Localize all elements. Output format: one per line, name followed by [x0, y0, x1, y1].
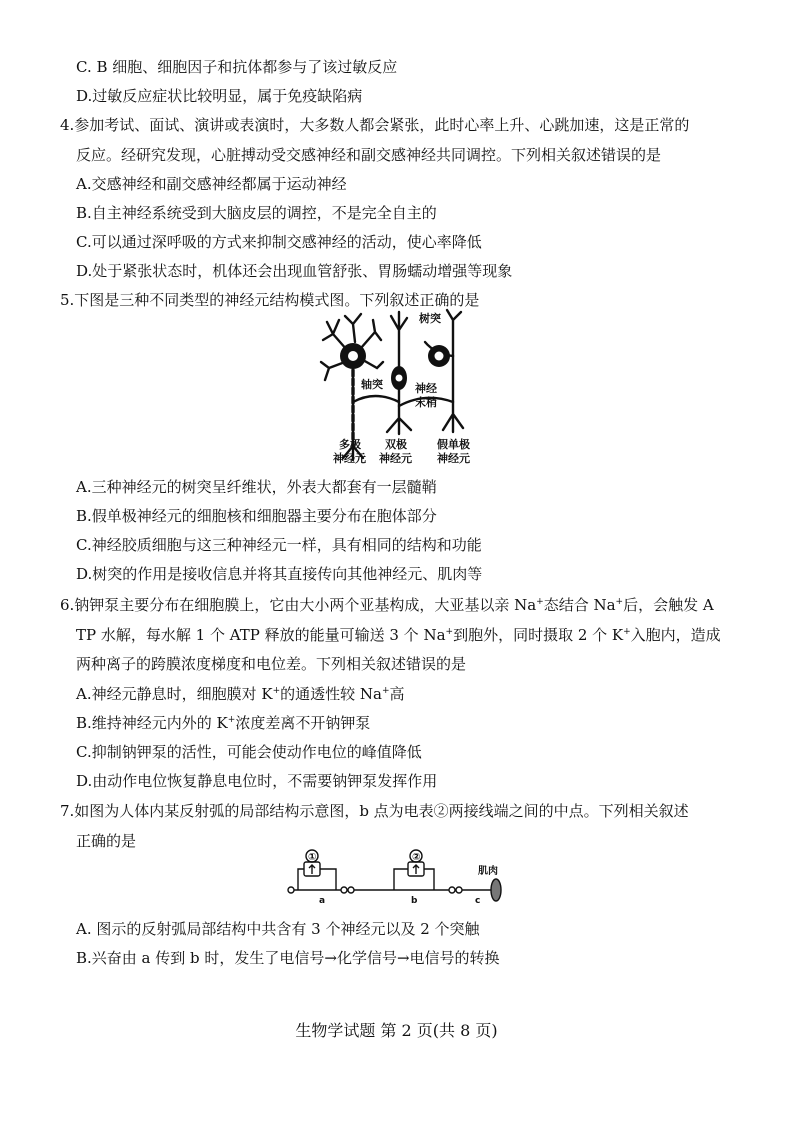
q5-stem: 5.下图是三种不同类型的神经元结构模式图。下列叙述正确的是: [60, 291, 480, 309]
point-b-label: b: [411, 896, 418, 906]
q6-option-a-1: A.神经元静息时，细胞膜对 K: [76, 685, 273, 703]
bipolar-caption-1: 双极: [385, 438, 407, 451]
q4-option-a: A.交感神经和副交感神经都属于运动神经: [76, 175, 347, 193]
q5-option-d: D.树突的作用是接收信息并将其直接传向其他神经元、肌肉等: [76, 565, 483, 583]
q6-option-a: [76, 684, 405, 704]
q6-stem-line-1: [60, 595, 714, 615]
q4-option-d: D.处于紧张状态时，机体还会出现血管舒张、胃肠蠕动增强等现象: [76, 262, 513, 280]
multipolar-caption-2: 神经元: [333, 452, 366, 465]
multipolar-caption-1: 多极: [339, 438, 361, 451]
pseudounipolar-caption-2: 神经元: [437, 452, 470, 465]
q6-stem-2b: 到胞外，同时摄取 2 个 K: [453, 626, 624, 644]
q6-stem-1a: 6.钠钾泵主要分布在细胞膜上，它由大小两个亚基构成，大亚基以亲 Na: [60, 596, 537, 614]
q6-stem-2c: 入胞内，造成: [630, 626, 721, 644]
meter-2-label: ②: [412, 852, 421, 863]
superscript-plus: +: [381, 686, 390, 696]
q7-stem-line-2: 正确的是: [76, 832, 137, 850]
q6-option-b-2: 浓度差离不开钠钾泵: [235, 714, 371, 732]
axon-label: 轴突: [361, 378, 383, 391]
page-footer: 生物学试题 第 2 页(共 8 页): [295, 1021, 498, 1040]
pseudounipolar-caption-1: 假单极: [437, 438, 470, 451]
superscript-plus: +: [272, 686, 281, 696]
q4-option-c: C.可以通过深呼吸的方式来抑制交感神经的活动，使心率降低: [76, 233, 482, 251]
q7-stem-line-1: 7.如图为人体内某反射弧的局部结构示意图，b 点为电表②两接线端之间的中点。下列相关叙述: [60, 802, 689, 820]
q6-stem-line-2: [76, 625, 721, 645]
q4-option-b: B.自主神经系统受到大脑皮层的调控，不是完全自主的: [76, 204, 437, 222]
superscript-plus: +: [445, 627, 454, 637]
q5-option-c: C.神经胶质细胞与这三种神经元一样，具有相同的结构和功能: [76, 536, 482, 554]
reflex-arc-figure: [282, 848, 512, 908]
muscle-label: 肌肉: [478, 866, 498, 877]
superscript-plus: +: [623, 627, 631, 637]
q6-option-c: C.抑制钠钾泵的活性，可能会使动作电位的峰值降低: [76, 743, 422, 761]
nerve-terminal-label-2: 末梢: [415, 396, 437, 409]
q6-option-b-1: B.维持神经元内外的 K: [76, 714, 228, 732]
q6-stem-1c: 后，会触发 A: [623, 596, 714, 614]
meter-1-label: ①: [308, 852, 317, 863]
dendrite-label: 树突: [419, 312, 441, 325]
superscript-plus: +: [227, 715, 236, 725]
q4-stem-line-2: 反应。经研究发现，心脏搏动受交感神经和副交感神经共同调控。下列相关叙述错误的是: [76, 146, 662, 164]
q6-option-a-3: 高: [389, 685, 405, 703]
q7-option-a: A. 图示的反射弧局部结构中共含有 3 个神经元以及 2 个突触: [76, 920, 480, 938]
point-c-label: c: [475, 896, 481, 906]
q3-option-c: C. B 细胞、细胞因子和抗体都参与了该过敏反应: [76, 58, 398, 76]
q7-option-b: B.兴奋由 a 传到 b 时，发生了电信号→化学信号→电信号的转换: [76, 949, 500, 967]
q6-option-b: [76, 713, 370, 733]
q4-stem-line-1: 4.参加考试、面试、演讲或表演时，大多数人都会紧张，此时心率上升、心跳加速，这是正常的: [60, 116, 690, 134]
q5-option-a: A.三种神经元的树突呈纤维状，外表大都套有一层髓鞘: [76, 478, 437, 496]
q5-option-b: B.假单极神经元的细胞核和细胞器主要分布在胞体部分: [76, 507, 437, 525]
q6-option-d: D.由动作电位恢复静息电位时，不需要钠钾泵发挥作用: [76, 772, 438, 790]
bipolar-caption-2: 神经元: [379, 452, 412, 465]
q3-option-d: D.过敏反应症状比较明显，属于免疫缺陷病: [76, 87, 363, 105]
superscript-plus: +: [615, 597, 624, 607]
q6-stem-line-3: 两种离子的跨膜浓度梯度和电位差。下列相关叙述错误的是: [76, 655, 467, 673]
q6-stem-1b: 态结合 Na: [543, 596, 616, 614]
q6-stem-2a: TP 水解，每水解 1 个 ATP 释放的能量可输送 3 个 Na: [76, 626, 446, 644]
point-a-label: a: [319, 896, 326, 906]
superscript-plus: +: [536, 597, 544, 607]
nerve-terminal-label-1: 神经: [415, 382, 437, 395]
neuron-types-figure: [315, 306, 485, 468]
q6-option-a-2: 的通透性较 Na: [280, 685, 382, 703]
